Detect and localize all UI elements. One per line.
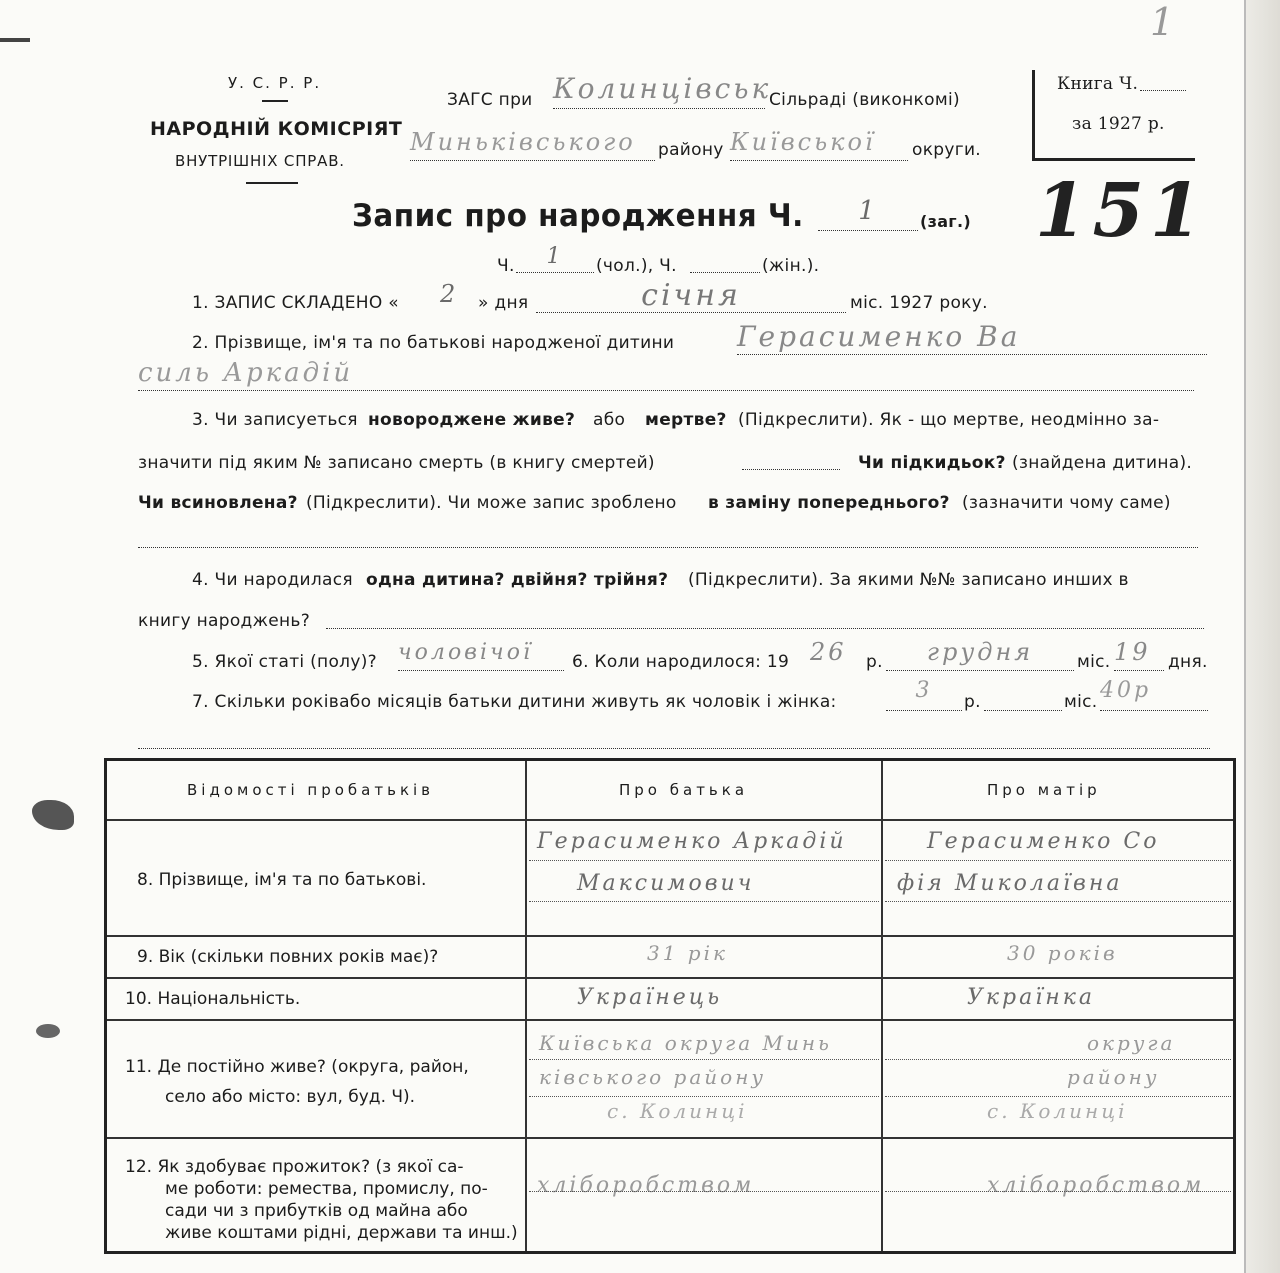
row9-mother: 30 років — [1007, 941, 1118, 965]
book-label: Книга Ч. — [1057, 74, 1139, 94]
field3-reason-line — [138, 547, 1198, 548]
field3-text: 3. Чи записуеться — [192, 410, 358, 430]
field6-mis: міс. — [1077, 652, 1111, 672]
field7-years-hw: 3 — [886, 678, 962, 711]
divider — [246, 182, 298, 184]
field7-months-line — [984, 710, 1062, 711]
field2-label: 2. Прізвище, ім'я та по батькові народженої дитини — [192, 333, 675, 353]
field7-hw: 40р — [1100, 678, 1208, 711]
row10-label: 10. Національність. — [125, 989, 301, 1009]
field7-label: 7. Скільки роківабо місяців батьки дитини живуть як чоловік і жінка: — [192, 692, 837, 712]
col-header-father: Про батька — [619, 781, 749, 799]
male-label: (чол.), Ч. — [596, 256, 677, 276]
col-header-info: Відомості пробатьків — [187, 781, 435, 799]
row11-mother-2: району — [1067, 1065, 1160, 1089]
ussr-label: У. С. Р. Р. — [228, 74, 322, 92]
col-divider — [525, 761, 527, 1251]
row9-label: 9. Вік (скільки повних років має)? — [137, 947, 439, 967]
book-number-line — [1140, 90, 1186, 91]
field3-text: (Підкреслити). Чи може запис зроблено — [306, 493, 677, 513]
row11-mother-1: округа — [1087, 1031, 1176, 1055]
field7-r: р. — [964, 692, 981, 712]
internal-affairs: ВНУТРІШНІХ СПРАВ. — [175, 152, 345, 170]
field4-text: (Підкреслити). За якими №№ записано инших в — [688, 570, 1129, 590]
field7-line-2 — [138, 748, 1210, 749]
general-label: (заг.) — [920, 212, 971, 231]
row12-label-1: 12. Як здобуває прожиток? (з якої са- — [125, 1157, 464, 1177]
field3-death-line — [742, 469, 840, 470]
field1-end: міс. 1927 року. — [850, 293, 988, 313]
row-divider — [107, 977, 1233, 979]
row8-father-1: Герасименко Аркадій — [537, 829, 847, 854]
field1-month-hw: січня — [536, 278, 846, 313]
row8-label: 8. Прізвище, ім'я та по батькові. — [137, 870, 427, 890]
row10-father: Українець — [577, 985, 723, 1010]
row-divider — [107, 1019, 1233, 1021]
field6-dnya: дня. — [1168, 652, 1208, 672]
field6-month-hw: грудня — [886, 638, 1074, 671]
female-number-line — [690, 272, 760, 273]
field4-line — [326, 628, 1204, 629]
zags-prefix: ЗАГС при — [447, 90, 533, 110]
row8-dotline — [885, 901, 1231, 902]
row12-dotline — [529, 1191, 879, 1192]
field2-name-hw-1: Герасименко Ва — [737, 320, 1207, 355]
row-divider — [107, 819, 1233, 821]
row-divider — [107, 1137, 1233, 1139]
field6-year-hw: 26 — [810, 638, 847, 666]
field3-bold: мертве? — [645, 410, 727, 430]
field7-mis: міс. — [1064, 692, 1098, 712]
field1-day-hw: 2 — [440, 280, 459, 308]
corner-mark: 1 — [1150, 0, 1178, 44]
record-number-hw: 1 — [818, 196, 918, 231]
record-number-stamp: 151 — [1035, 168, 1208, 254]
male-number-hw: 1 — [516, 244, 594, 273]
row11-dotline — [885, 1096, 1231, 1097]
row8-mother-1: Герасименко Со — [927, 829, 1160, 854]
field4-text: 4. Чи народилася — [192, 570, 353, 590]
female-label: (жін.). — [762, 256, 820, 276]
field3-text: або — [593, 410, 626, 430]
row8-mother-2: фія Миколаївна — [897, 871, 1123, 896]
field5-label: 5. Якої статі (полу)? — [192, 652, 377, 672]
row11-mother-3: с. Колинці — [987, 1099, 1128, 1123]
record-title: Запис про народження Ч. — [352, 198, 804, 234]
field1-mid: » дня — [478, 293, 529, 313]
col-header-mother: Про матір — [987, 781, 1101, 799]
col-divider — [881, 761, 883, 1251]
row11-father-2: ківського району — [539, 1065, 766, 1089]
field6-day-hw: 19 — [1114, 638, 1164, 671]
row11-father-3: с. Колинці — [607, 1099, 748, 1123]
okrug-label: округи. — [912, 140, 982, 160]
field3-bold: Чи всиновлена? — [138, 493, 298, 513]
book-year: за 1927 р. — [1072, 114, 1165, 134]
row8-dotline — [529, 901, 879, 902]
field3-text: (Підкреслити). Як - що мертве, неодмінно за- — [738, 410, 1160, 430]
commissariat-title: НАРОДНІЙ КОМІСРІЯТ — [150, 118, 403, 140]
field1-label: 1. ЗАПИС СКЛАДЕНО « — [192, 293, 399, 313]
field5-hw: чоловічої — [398, 640, 564, 671]
row8-dotline — [529, 860, 879, 861]
row11-label-2: село або місто: вул, буд. Ч). — [165, 1087, 416, 1107]
field3-bold: новороджене живе? — [368, 410, 576, 430]
male-ch-label: Ч. — [497, 256, 515, 276]
row11-father-1: Київська округа Минь — [539, 1031, 832, 1055]
divider — [262, 100, 288, 102]
field6-r: р. — [866, 652, 883, 672]
field2-name-hw-2: силь Аркадій — [138, 358, 1194, 391]
paper-tear — [36, 1024, 60, 1038]
row11-dotline — [529, 1096, 879, 1097]
row9-father: 31 рік — [647, 941, 728, 965]
field4-text: книгу народжень? — [138, 611, 311, 631]
row10-mother: Українка — [967, 985, 1096, 1010]
okrug-handwritten: Київської — [730, 128, 908, 161]
parents-table — [104, 758, 1236, 1254]
district-label: району — [658, 140, 724, 160]
row11-dotline — [885, 1059, 1231, 1060]
row12-label-4: живе коштами рідні, держави та инш.) — [165, 1223, 518, 1243]
village-council-label: Сільраді (виконкомі) — [769, 90, 960, 110]
paper-tear — [32, 800, 74, 830]
paper-mark — [0, 38, 30, 42]
row11-label-1: 11. Де постійно живе? (округа, район, — [125, 1057, 469, 1077]
row8-dotline — [885, 860, 1231, 861]
field3-bold: в заміну попереднього? — [708, 493, 950, 513]
row8-father-2: Максимович — [577, 871, 755, 896]
field3-text: (зазначити чому саме) — [962, 493, 1171, 513]
field3-bold: Чи підкидьок? — [858, 453, 1006, 473]
field3-text: (знайдена дитина). — [1012, 453, 1193, 473]
row11-dotline — [529, 1059, 879, 1060]
field4-bold: одна дитина? двійня? трійня? — [366, 570, 669, 590]
page-edge — [1244, 0, 1280, 1273]
row12-dotline — [885, 1191, 1231, 1192]
village-handwritten: Колинцівськ — [553, 72, 765, 109]
row12-label-2: ме роботи: ремества, промислу, по- — [165, 1179, 488, 1199]
row-divider — [107, 935, 1233, 937]
district-handwritten: Миньківського — [410, 128, 655, 161]
field6-label: 6. Коли народилося: 19 — [572, 652, 790, 672]
row12-father: хліборобством — [537, 1173, 755, 1198]
field3-text: значити під яким № записано смерть (в книгу смертей) — [138, 453, 655, 473]
row12-mother: хліборобством — [987, 1173, 1205, 1198]
row12-label-3: сади чи з прибутків од майна або — [165, 1201, 468, 1221]
